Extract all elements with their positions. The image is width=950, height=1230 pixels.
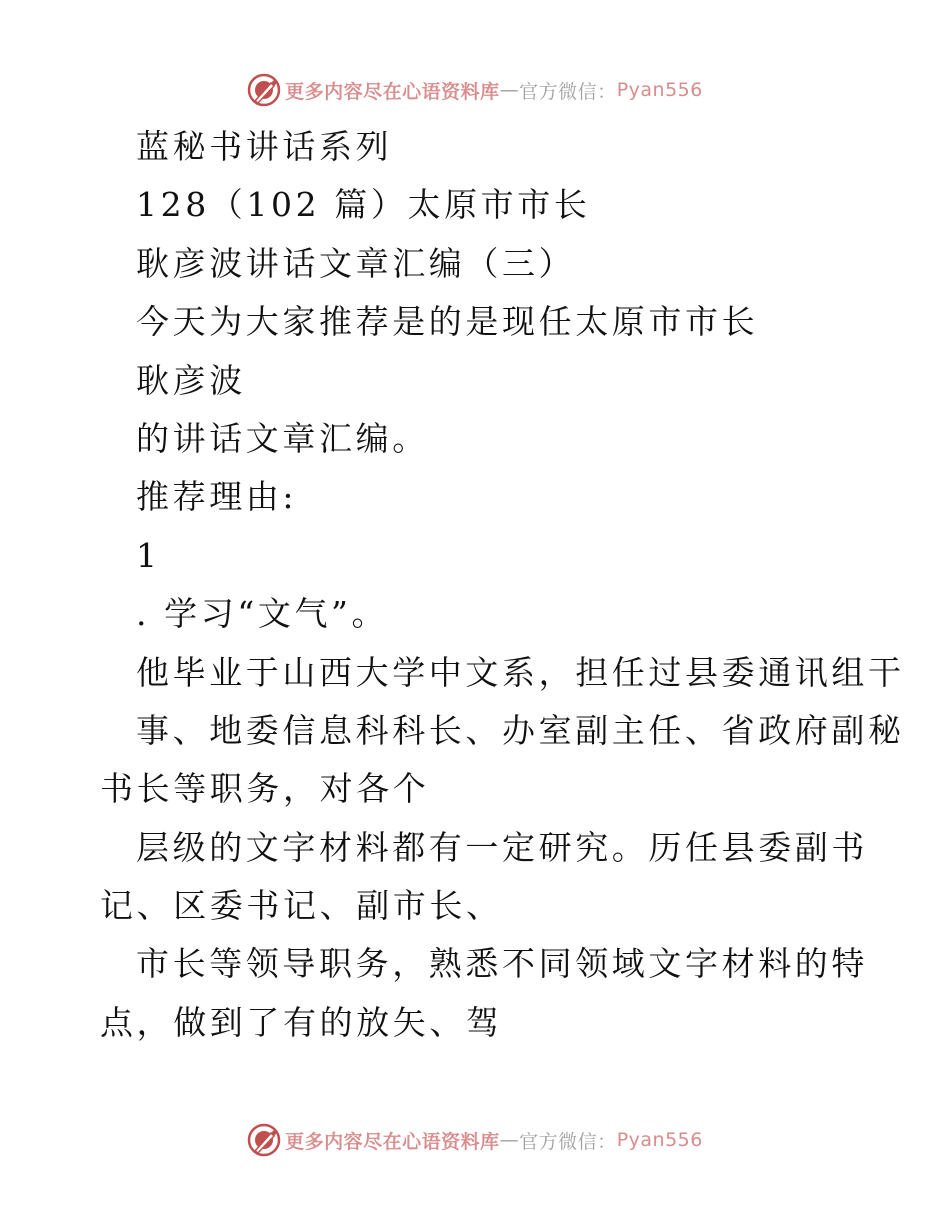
header-wechat-id: Pyan556 — [616, 79, 703, 101]
text-line-series-title: 蓝秘书讲话系列 — [136, 127, 393, 166]
text-line-intro-1: 今天为大家推荐是的是现任太原市市长 — [136, 302, 759, 342]
text-line-paragraph-5: 记、区委书记、副市长、 — [100, 886, 503, 926]
text-line-item-number: 1 — [136, 535, 161, 575]
document-body — [0, 118, 950, 1052]
text-line-paragraph-1: 他毕业于山西大学中文系，担任过县委通讯组干 — [136, 652, 905, 692]
header-watermark — [0, 70, 950, 110]
text-line-intro-2: 耿彦波 — [136, 360, 246, 400]
footer-wechat-label: 官方微信： — [519, 1130, 617, 1153]
text-line-title-part-1: 128（102 篇）太原市市长 — [136, 185, 591, 225]
header-wechat-label: 官方微信： — [519, 80, 617, 103]
text-line-paragraph-4: 层级的文字材料都有一定研究。历任县委副书 — [136, 827, 868, 867]
text-line-intro-3: 的讲话文章汇编。 — [136, 418, 429, 458]
text-line-paragraph-7: 点，做到了有的放矢、驾 — [100, 1002, 503, 1042]
text-line-title-part-2: 耿彦波讲话文章汇编（三） — [136, 243, 576, 283]
header-brand: 更多内容尽在心语资料库 — [285, 80, 500, 103]
header-separator: — — [499, 79, 520, 101]
pen-logo-icon — [247, 73, 281, 107]
footer-brand: 更多内容尽在心语资料库 — [285, 1130, 500, 1153]
pen-logo-icon — [247, 1123, 281, 1157]
text-line-reasons-heading: 推荐理由: — [136, 477, 298, 517]
text-line-paragraph-3: 书长等职务，对各个 — [100, 769, 430, 809]
footer-wechat-id: Pyan556 — [616, 1129, 703, 1151]
text-line-paragraph-2: 事、地委信息科科长、办室副主任、省政府副秘 — [136, 710, 905, 750]
footer-watermark — [0, 1120, 950, 1160]
text-line-item-title: . 学习“文气”。 — [136, 594, 389, 634]
footer-separator: — — [499, 1129, 520, 1151]
text-line-paragraph-6: 市长等领导职务，熟悉不同领域文字材料的特 — [136, 944, 868, 984]
